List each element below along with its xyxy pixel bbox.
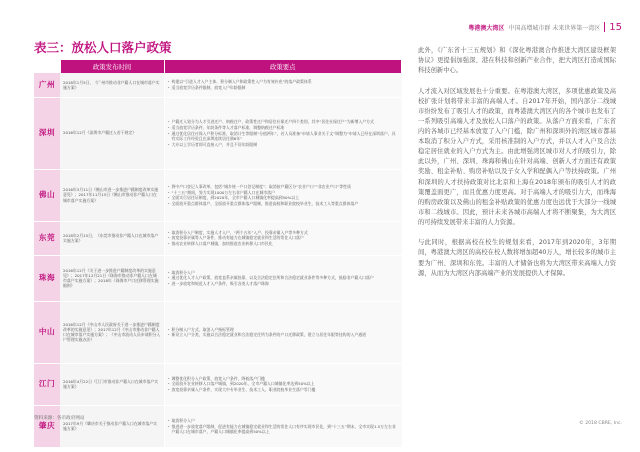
table-row xyxy=(34,363,402,405)
policy-point: • 进一步放宽和规范人才入户条件，吸引各类人才落户珠海 xyxy=(168,281,399,286)
body-paragraph: 与此同时，根据高校在校生的规划来看，2017年到2020年，3年期间，粤港澳大湾区的高校在校人数将增加超40万人，增长较多的城市主要为广州、深圳和东莞。丰富的人才储备也将为大湾区带来高端人力资源，从而为大湾区内部高端产业的发展提供人才保障。 xyxy=(418,239,616,277)
policy-point: • 取消积分入户 xyxy=(168,270,399,275)
copyright: © 2018 CBRE, Inc. xyxy=(579,421,622,426)
policy-point: • 取消积分入户 xyxy=(168,418,399,423)
city-cell: 东莞 xyxy=(34,221,60,255)
policy-time-cell: 2016年3月11日《佛山市进一步推进户籍制度改革实施意见》；2017年11月15日《佛山市推动非户籍人口在城市落户实施方案》 xyxy=(60,169,164,221)
policy-point: • 放宽投靠亲属等入户条件，推动有能力在城镇稳定就业和生活的常住人口落户 xyxy=(168,235,399,240)
page-number: 15 xyxy=(609,21,622,33)
policy-time-cell: 2017年9月《肇庆市关于推动非户籍人口在城市落户实施方案》 xyxy=(60,405,164,447)
policy-points-cell xyxy=(164,301,402,363)
header-subtitle: 中国高增城市群 未来世界第一湾区 xyxy=(508,24,601,32)
policy-points-list xyxy=(168,119,399,147)
city-cell: 肇庆 xyxy=(34,405,60,447)
page-header xyxy=(468,20,622,34)
table-row xyxy=(34,405,402,447)
policy-points-cell xyxy=(164,221,402,255)
body-paragraph: 人才流入对区域发展也十分重要。在粤港澳大湾区，多项优惠政策及高校扩张计划将带来丰富的高端人才。自2017年开始，国内部分二线城市纷纷发布了吸引人才的政策，而粤港澳大湾区内的各个城市也发布了一系列吸引高端人才及放松人口落户的政策。从落户方面来看，广东省内的各城市已经基本放宽了入户门槛，除广州和深圳外的湾区城市都基本取消了积分入户方式，采用核准制的入户方式，并以人才入户及合法稳定居住就业的入户方式为主。由此增强湾区城市对人才的吸引力，除此以外，广州、深圳、珠海和佛山在针对高端、创新人才方面还有政策奖励、租金补贴、购房补贴以及子女入学和配偶入户等扶持政策。广州和深圳的人才扶持政策对比北京和上海在2018年颁布的吸引人才的政策覆盖面更广，而且优惠力度更高。对于高端人才的吸引力大，而珠海的购房政策以及佛山的租金补贴政策的优惠力度也远优于大部分一线城市和二线城市。因此，预计未来各城市高端人才将不断聚集，为大湾区的可持续发展带来丰富的人力资源。 xyxy=(418,87,616,226)
policy-point: • 调整优化积分入户政策，放宽入户条件，降低落户门槛 xyxy=(168,376,399,381)
policy-point: • 积分制入户方式，取消入户指标管理 xyxy=(168,327,399,332)
policy-points-list xyxy=(168,327,399,338)
table-row xyxy=(34,255,402,301)
table-row xyxy=(34,221,402,255)
policy-points-cell xyxy=(164,255,402,301)
policy-points-cell xyxy=(164,363,402,405)
policy-points-cell xyxy=(164,405,402,447)
city-cell: 江门 xyxy=(34,363,60,405)
policy-points-list xyxy=(168,376,399,393)
policy-point: • 全面放开农业转移人口落户城镇，到2020年，全市户籍人口城镇化率达到50%以上 xyxy=(168,381,399,386)
policy-points-cell xyxy=(164,73,402,97)
policy-point: • 将中户口登记人事改革，包括“城乡统一户口登记制度”；取消按户籍区分“农业户口”“非农业户口”等性质 xyxy=(168,184,399,189)
policy-table xyxy=(34,60,402,448)
policy-time-cell: 2018年1月5日，《广州市推动非户籍人口在城市落户实施方案》 xyxy=(60,73,164,97)
policy-time-cell: 2016年12月《深圳市户籍迁入若干规定》 xyxy=(60,97,164,169)
policy-point: • 新设立入户分类，实施以合法稳定就业和合法稳定住所为条件的户口迁移政策，建立与居住年限等挂钩的入户通道 xyxy=(168,332,399,337)
policy-points-list xyxy=(168,230,399,247)
policy-points-list xyxy=(168,184,399,206)
policy-points-cell xyxy=(164,169,402,221)
source-note: 资料来源：各市政府网站 xyxy=(34,416,85,421)
policy-point: • 构建以“引进人才入户主体、积分制入户和政策性入户为有效补充”的落户政策体系 xyxy=(168,79,399,84)
city-cell: 中山 xyxy=(34,301,60,363)
policy-point: • 户籍迁入划分为人才引进迁户、纳税迁户、政策性迁户和居住社保迁户四个类别，其中“居住社保迁户”为新增入户方式 xyxy=(168,119,399,124)
policy-point: • 推进进一步放宽落户限制，促进有能力在城镇稳定就业和生活的常住人口有序实现市民化，到“十三五”期末，全市实现1.5万左右非户籍人口在城市落户，户籍人口城镇化率提高到50%以上 xyxy=(168,424,399,434)
table-row xyxy=(34,97,402,169)
body-paragraph: 此外，《广东省十三五规划》和《深化粤港澳合作推进大湾区建设框架协议》更提倡加强深、港在科技和创新产业合作，把大湾区打造成国际科技创新中心。 xyxy=(418,47,616,75)
policy-time-cell: 2016年12月《关于进一步推进户籍制度改革的实施意见》；2017年12月21日《珠海市推动非户籍人口在城市落户实施方案》；2018年《珠海市户口迁移管理实施细则》 xyxy=(60,255,164,301)
city-cell: 珠海 xyxy=(34,255,60,301)
table-title: 表三：放松人口落户政策 xyxy=(34,40,172,55)
table-header-points: 政策要点 xyxy=(164,60,402,73)
policy-point: • 放宽投靠亲属入户条件，实现大中专毕业生、技术工人、职业院校毕业生落户零门槛 xyxy=(168,387,399,392)
body-text xyxy=(418,46,616,289)
policy-time-cell: 2016年4月22日《江门市推动非户籍人口在城市落户实施方案》 xyxy=(60,363,164,405)
header-brand: 粤港澳大湾区 xyxy=(468,24,505,32)
policy-point: • 推动农业转移人口落户城镇，加快推进农业转移人口市民化 xyxy=(168,241,399,246)
city-cell: 深圳 xyxy=(34,97,60,169)
policy-point: • 适当放宽学历条件限制，放宽入户年龄限制 xyxy=(168,85,399,90)
city-cell: 佛山 xyxy=(34,169,60,221)
policy-time-cell: 2016年12月《中山市人民政府关于进一步推进户籍制度改革的实施意见》；2017年12月《中山市推动非户籍人口在城市落户实施方案》；《中山市流动人员申请积分入户管理实施办法》 xyxy=(60,301,164,363)
table-header-time: 政策发布时间 xyxy=(60,60,164,73)
policy-points-cell xyxy=(164,97,402,169)
policy-point: • 取消积分入户制度，实施人才入户、“两个五年”入户、投靠亲属入户等多种方式 xyxy=(168,230,399,235)
policy-point: • 全面放开重点群体落户，全面放开重点群体落户限制，推进高校和职业院校毕业生、技术工人等重点群体落户 xyxy=(168,201,399,206)
policy-point: • 全面实行居住证制度，到2020年，全市户籍人口城镇化率提高到50%以上 xyxy=(168,195,399,200)
policy-points-list xyxy=(168,418,399,434)
table-row xyxy=(34,169,402,221)
table-header-row xyxy=(34,60,402,73)
policy-points-list xyxy=(168,270,399,287)
city-cell: 广州 xyxy=(34,73,60,97)
table-row xyxy=(34,73,402,97)
table-body xyxy=(34,73,402,447)
policy-time-cell: 2018年2月15日，《东莞市推动非户籍人口在城市落户实施方案》 xyxy=(60,221,164,255)
policy-point: • “十三五”期间，努力实现1000万左右非户籍人口在城市落户 xyxy=(168,190,399,195)
policy-point: • 通过优化人才入户政策，放宽直系亲属投靠，以及合法稳定住所和合法稳定就业条件等多种方式，鼓励非户籍人口落户 xyxy=(168,275,399,280)
policy-point: • 通过优化居住社保入户积分标准，取消计生等限制“分值两年”，若人员准备“申请人事业关于文”调整为“申请人已经在深圳落户、具有实际工作经验且在深圳连续居住满6年” xyxy=(168,131,399,141)
policy-point: • 大专以上学历者即可直接入户，并且不设年龄限制 xyxy=(168,142,399,147)
table-row xyxy=(34,301,402,363)
policy-points-list xyxy=(168,79,399,90)
header-divider xyxy=(604,22,605,32)
policy-point: • 适当放宽学历条件、年龄条件等人才落户标准，调整纳税迁户标准 xyxy=(168,125,399,130)
table-header-city xyxy=(34,60,60,73)
